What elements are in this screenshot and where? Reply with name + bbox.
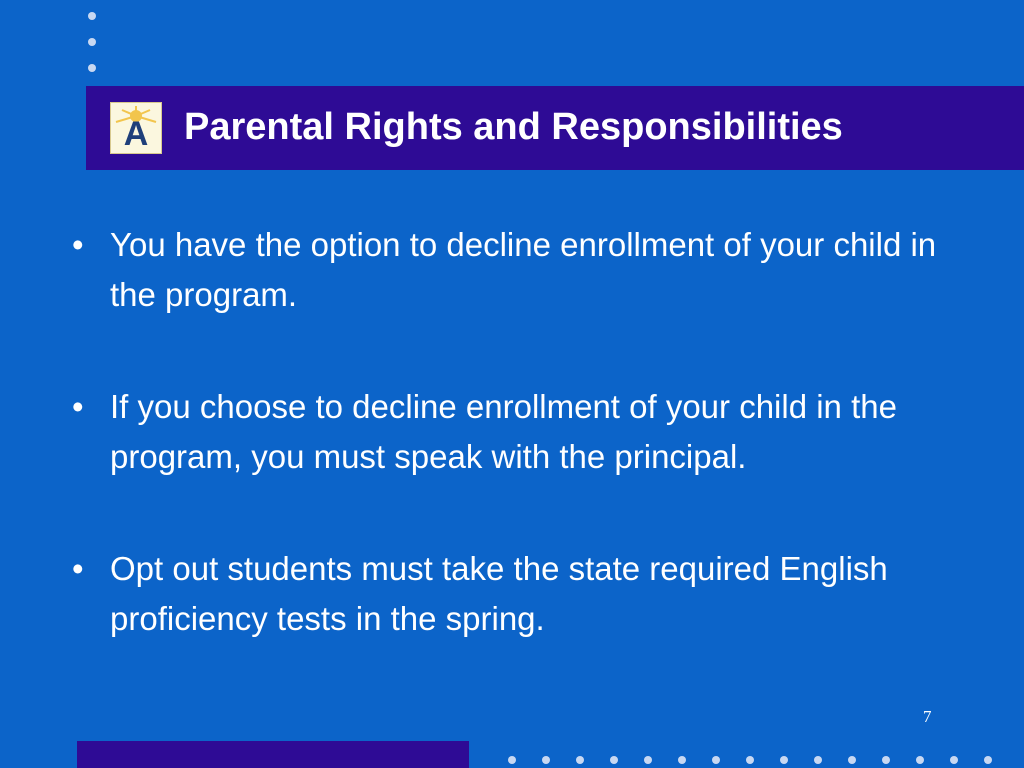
- bullet-text: If you choose to decline enrollment of your child in the program, you must speak with the principal.: [110, 388, 897, 475]
- decoration-dot: [88, 12, 96, 20]
- decoration-dot: [542, 756, 550, 764]
- bullet-text: You have the option to decline enrollment of your child in the program.: [110, 226, 937, 313]
- decoration-dot: [882, 756, 890, 764]
- bullet-text: Opt out students must take the state required English proficiency tests in the spring.: [110, 550, 888, 637]
- decoration-dot: [610, 756, 618, 764]
- school-logo-icon: [110, 102, 162, 154]
- page-number: 7: [923, 707, 932, 726]
- bottom-decoration-dots: [508, 756, 1008, 768]
- decoration-dot: [644, 756, 652, 764]
- decoration-dot: [88, 64, 96, 72]
- logo-letter: A: [123, 115, 149, 153]
- bullet-symbol: •: [72, 388, 84, 425]
- decoration-dot: [950, 756, 958, 764]
- decoration-dot: [678, 756, 686, 764]
- bullet-item: [72, 544, 942, 644]
- decoration-dot: [746, 756, 754, 764]
- decoration-dot: [916, 756, 924, 764]
- decoration-dot: [712, 756, 720, 764]
- title-bar: [86, 86, 1024, 170]
- page-title: Parental Rights and Responsibilities: [184, 106, 843, 148]
- bullet-symbol: •: [72, 550, 84, 587]
- decoration-dot: [984, 756, 992, 764]
- bullet-list: [72, 220, 942, 706]
- bullet-item: [72, 382, 942, 482]
- decoration-dot: [508, 756, 516, 764]
- decoration-dot: [814, 756, 822, 764]
- decoration-dot: [576, 756, 584, 764]
- bullet-symbol: •: [72, 226, 84, 263]
- bullet-item: [72, 220, 942, 320]
- decoration-dot: [848, 756, 856, 764]
- decoration-dot: [780, 756, 788, 764]
- decoration-dot: [88, 38, 96, 46]
- bottom-accent-bar: [77, 741, 469, 768]
